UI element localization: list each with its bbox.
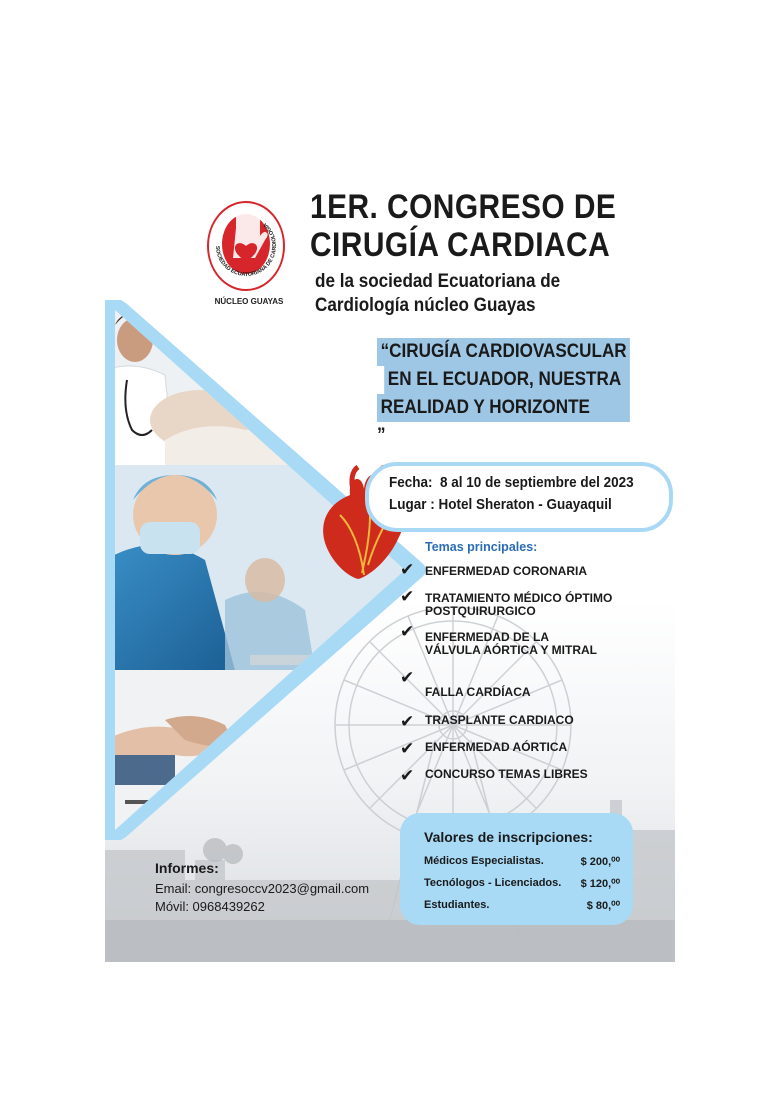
congress-poster: SOCIEDAD ECUATORIANA DE CARDIOLOGIA NÚCLEO GUAYAS 1ER. CONGRESO DE CIRUGÍA CARDIACA de la sociedad Ecuatoriana de Cardiología núcleo Guayas “CIRUGÍA CARDIOVASCULAR EN EL ECUADOR, NUESTRA REALIDAD Y HORIZONTE ” Fecha: 8 al 10 de septiembre del 2023 Lugar : Hotel Sheraton - Guayaquil Temas principales: ✔ ENFERMEDAD CORONARIA ✔ TRATAMIENTO MÉDICO ÓPTIMO POSTQUIRURGICO ✔ ENFERMEDAD DE LA VÁLVULA AÓRTICA Y MITRAL ✔ FALLA CARDÍACA ✔ TRASPLANTE CARDIACO ✔ ENFERMEDAD AÓRTICA ✔ CONCURSO TEMAS LIBRES Informes: Email: congresoccv2023@gmail.com Móvil: 0968439262 Valores de inscripciones: Médicos Especialistas. $ 200,⁰⁰ Tecnólogos - Licenciados. $ 120,⁰⁰ Estudiantes. $ 80,⁰⁰ xyxy=(105,160,675,962)
contact-email: Email: congresoccv2023@gmail.com xyxy=(155,881,370,896)
registration-fees xyxy=(400,813,633,925)
subtitle-line-2: Cardiología núcleo Guayas xyxy=(315,295,536,316)
checkmark-icon: ✔ xyxy=(400,560,415,580)
fee-row: Estudiantes. $ 80,⁰⁰ xyxy=(424,899,620,912)
title-line-2: CIRUGÍA CARDIACA xyxy=(310,226,611,264)
checkmark-icon: ✔ xyxy=(400,668,415,688)
contact-title: Informes: xyxy=(155,860,219,876)
checkmark-icon: ✔ xyxy=(400,739,415,759)
event-date: Fecha: 8 al 10 de septiembre del 2023 xyxy=(389,474,634,491)
topics-title: Temas principales: xyxy=(425,540,538,554)
checkmark-icon: ✔ xyxy=(400,622,415,642)
fee-row: Médicos Especialistas. $ 200,⁰⁰ xyxy=(424,855,620,868)
title-line-1: 1ER. CONGRESO DE xyxy=(310,188,617,226)
contact-mobile: Móvil: 0968439262 xyxy=(155,899,265,914)
slogan-line-1: “CIRUGÍA CARDIOVASCULAR xyxy=(377,338,630,366)
slogan-line-2: EN EL ECUADOR, NUESTRA xyxy=(384,366,630,394)
checkmark-icon: ✔ xyxy=(400,587,415,607)
fees-title: Valores de inscripciones: xyxy=(424,829,593,845)
svg-text:SOCIEDAD ECUATORIANA DE CARDIO: SOCIEDAD ECUATORIANA DE CARDIOLOGIA xyxy=(213,221,279,279)
contact-info xyxy=(155,860,385,916)
checkmark-icon: ✔ xyxy=(400,712,415,732)
checkmark-icon: ✔ xyxy=(400,766,415,786)
congress-title xyxy=(310,188,616,264)
subtitle-line-1: de la sociedad Ecuatoriana de xyxy=(315,271,561,292)
society-logo xyxy=(200,190,292,302)
logo-caption: NÚCLEO GUAYAS xyxy=(214,297,284,306)
event-place: Lugar : Hotel Sheraton - Guayaquil xyxy=(389,496,612,513)
fee-row: Tecnólogos - Licenciados. $ 120,⁰⁰ xyxy=(424,877,620,890)
event-details xyxy=(365,462,673,532)
slogan-line-3: REALIDAD Y HORIZONTE ” xyxy=(377,394,630,450)
